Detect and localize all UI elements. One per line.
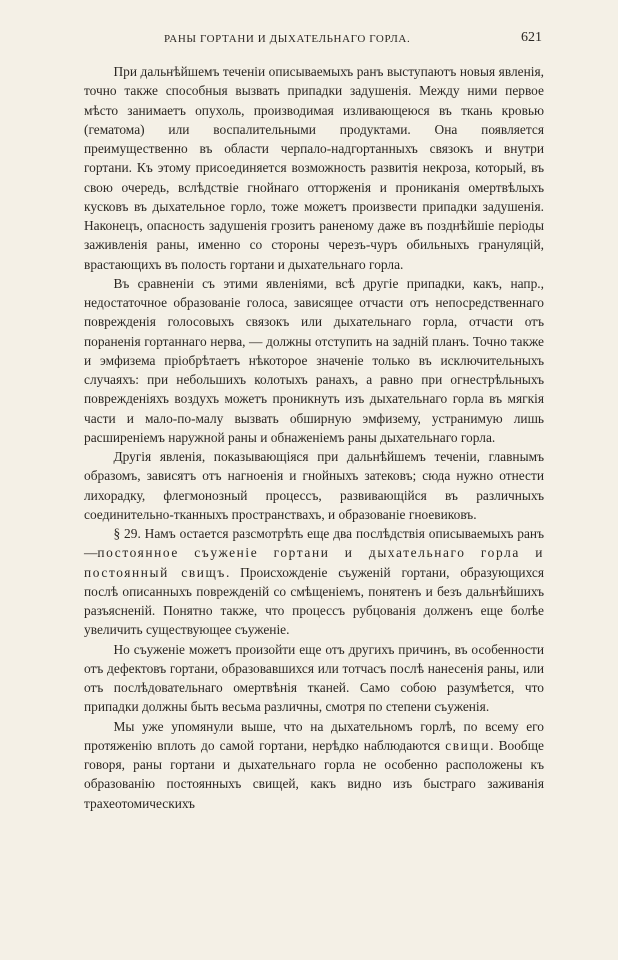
paragraph: Но съуженіе можетъ произойти еще отъ другихъ причинъ, въ особенности отъ дефектовъ гортани, образовавшихся или тотчасъ послѣ нанесенія раны, или отъ послѣдовательнаго омертвѣнія тканей. Само собою разумѣется, что припадки должны быть весьма различны, смотря по степени съуженія. bbox=[84, 641, 544, 715]
paragraph-section-29 bbox=[84, 524, 544, 640]
text-run: . Происхожденіе съуженій гортани, образующихся послѣ описанныхъ поврежденій со смѣщеніемъ, понятенъ и безъ дальнѣйшихъ разъясненій. Понятно также, что процессъ рубцованія долженъ еще болѣе увеличить существующее съуженіе. bbox=[84, 564, 544, 638]
text-run: § 29. Намъ остается разсмотрѣть еще два послѣдствія описываемыхъ ранъ— bbox=[84, 526, 544, 561]
running-title: РАНЫ ГОРТАНИ И ДЫХАТЕЛЬНАГО ГОРЛА. bbox=[164, 33, 411, 45]
emphasized-term: свищи bbox=[445, 737, 491, 753]
paragraph: Въ сравненіи съ этими явленіями, всѣ другіе припадки, какъ, напр., недостаточное образованіе голоса, зависящее отчасти отъ непосредственнаго поврежденія голосовыхъ связокъ или дыхательнаго горла, отчасти отъ пораненія гортаннаго нерва, — должны отступить на задній планъ. Точно также и эмфизема пріобрѣтаетъ нѣкоторое значеніе только въ исключительныхъ случаяхъ: при небольшихъ колотыхъ ранахъ, а равно при огнестрѣльныхъ поврежденіяхъ воздухъ можетъ проникнуть изъ дыхательнаго горла въ мягкія части и мало-по-малу вызвать обширную эмфизему, устранимую лишь расширеніемъ наружной раны и обнаженіемъ раны дыхательнаго горла. bbox=[84, 275, 544, 445]
emphasized-term: постоянное съуженіе гортани и дыхательнаго горла и постоянный свищъ bbox=[84, 545, 544, 580]
text-run: . Вообще говоря, раны гортани и дыхательнаго горла не особенно расположены къ образованію постоянныхъ свищей, какъ видно изъ быстраго заживанія трахеотомическихъ bbox=[84, 737, 544, 811]
paragraph: При дальнѣйшемъ теченіи описываемыхъ ранъ выступаютъ новыя явленія, точно также способныя вызвать припадки задушенія. Между ними первое мѣсто занимаетъ опухоль, производимая изливающеюся въ ткань кровью (гематома) или воспалительными продуктами. Она появляется преимущественно въ области черпало-надгортанныхъ связокъ и внутри гортани. Къ этому присоединяется возможность развитія некроза, который, въ свою очередь, вслѣдствіе гнойнаго отторженія и прониканія омертвѣлыхъ кусковъ въ дыхательное горло, тоже можетъ произвести припадки задушенія. Наконецъ, опасность задушенія грозитъ раненому даже въ позднѣйшіе періоды заживленія раны, именно со стороны черезъ-чуръ обильныхъ грануляцій, врастающихъ въ полость гортани и дыхательнаго горла. bbox=[84, 64, 544, 272]
paragraph bbox=[84, 717, 544, 813]
paragraph: Другія явленія, показывающіяся при дальнѣйшемъ теченіи, главнымъ образомъ, зависятъ отъ нагноенія и гнойныхъ затековъ; сюда нужно отнести лихорадку, флегмонозный процессъ, развивающійся въ различныхъ соединительно-тканныхъ пространствахъ, и образованіе гноевиковъ. bbox=[84, 449, 544, 522]
body-text bbox=[84, 62, 544, 813]
page-number: 621 bbox=[521, 30, 542, 45]
text-run: Мы уже упомянули выше, что на дыхательномъ горлѣ, по всему его протяженію вплоть до самой гортани, нерѣдко наблюдаются bbox=[84, 718, 544, 753]
